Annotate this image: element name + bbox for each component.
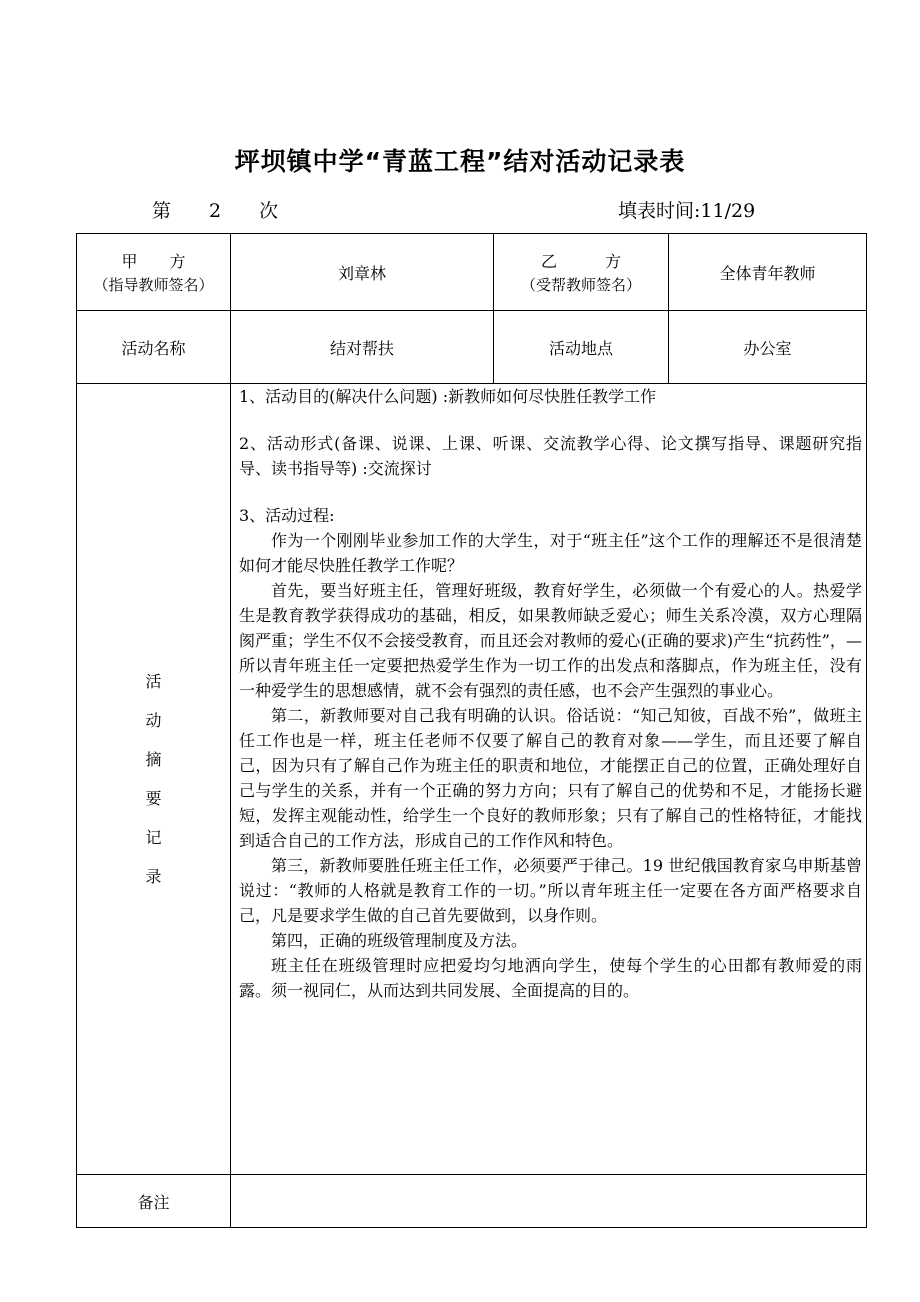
process-paragraph: 第二，新教师要对自己我有明确的认识。俗话说：“知己知彼，百战不殆”，做班主任工作也是一样，班主任老师不仅要了解自己的教育对象——学生，而且还要了解自己，因为只有了解自己作为班主任的职责和地位，才能摆正自己的位置，正确处理好自己与学生的关系，并有一个正确的努力方向；只有了解自己的优势和不足，才能扬长避短，发挥主观能动性，给学生一个良好的教师形象；只有了解自己的性格特征，才能找到适合自己的工作方法，形成自己的工作作风和特色。 [239, 706, 862, 850]
process-paragraph: 班主任在班级管理时应把爱均匀地洒向学生，使每个学生的心田都有教师爱的雨露。须一视同仁，从而达到共同发展、全面提高的目的。 [239, 956, 862, 1000]
remarks-row [77, 1175, 867, 1228]
meta-row [0, 196, 920, 224]
party-b-sub: （受帮教师签名） [520, 276, 641, 294]
session-count [152, 196, 278, 223]
activity-purpose: 1、活动目的(解决什么问题) :新教师如何尽快胜任教学工作 [239, 387, 657, 406]
party-a-label: 甲 方 [121, 252, 186, 271]
party-a-value[interactable]: 刘章林 [231, 234, 494, 311]
party-b-label: 乙 方 [540, 252, 621, 271]
page-title: 坪坝镇中学“青蓝工程”结对活动记录表 [234, 147, 686, 176]
parties-row [77, 234, 867, 311]
process-paragraph: 第四，正确的班级管理制度及方法。 [271, 931, 528, 950]
party-b-label-cell [494, 234, 669, 311]
activity-name-label: 活动名称 [77, 311, 231, 384]
location-value[interactable]: 办公室 [669, 311, 867, 384]
summary-label-char: 活 [145, 672, 162, 691]
remarks-value[interactable] [231, 1175, 867, 1228]
party-b-value[interactable]: 全体青年教师 [669, 234, 867, 311]
party-a-sub: （指导教师签名） [93, 276, 214, 294]
summary-label-char: 记 [145, 828, 162, 847]
remarks-label: 备注 [77, 1175, 231, 1228]
location-label: 活动地点 [494, 311, 669, 384]
activity-form: 2、活动形式(备课、说课、上课、听课、交流教学心得、论文撰写指导、课题研究指导、读书指导等) :交流探讨 [239, 434, 862, 478]
fill-date: 填表时间:11/29 [618, 200, 756, 222]
session-prefix: 第 [152, 200, 172, 222]
session-number: 2 [209, 200, 222, 222]
summary-label-char: 摘 [145, 750, 162, 769]
summary-label [77, 384, 231, 1175]
activity-row [77, 311, 867, 384]
summary-label-char: 要 [145, 789, 162, 808]
summary-label-char: 录 [145, 867, 162, 886]
process-heading: 3、活动过程: [239, 506, 335, 525]
party-a-label-cell [77, 234, 231, 311]
summary-row [77, 384, 867, 1175]
activity-name-value[interactable]: 结对帮扶 [231, 311, 494, 384]
process-paragraph: 第三，新教师要胜任班主任工作，必须要严于律己。19 世纪俄国教育家乌申斯基曾说过：“教师的人格就是教育工作的一切。”所以青年班主任一定要在各方面严格要求自己，凡是要求学生做的自己首先要做到，以身作则。 [239, 856, 862, 925]
record-table [76, 233, 867, 1228]
summary-label-char: 动 [145, 711, 162, 730]
process-paragraph: 作为一个刚刚毕业参加工作的大学生，对于“班主任”这个工作的理解还不是很清楚如何才能尽快胜任教学工作呢？ [239, 531, 862, 575]
summary-content[interactable] [231, 384, 867, 1175]
session-suffix: 次 [259, 200, 279, 222]
process-paragraph: 首先，要当好班主任，管理好班级，教育好学生，必须做一个有爱心的人。热爱学生是教育教学获得成功的基础，相反，如果教师缺乏爱心；师生关系冷漠，双方心理隔阂严重；学生不仅不会接受教育，而且还会对教师的爱心(正确的要求)产生“抗药性”，—所以青年班主任一定要把热爱学生作为一切工作的出发点和落脚点，作为班主任，没有一种爱学生的思想感情，就不会有强烈的责任感，也不会产生强烈的事业心。 [239, 581, 862, 700]
